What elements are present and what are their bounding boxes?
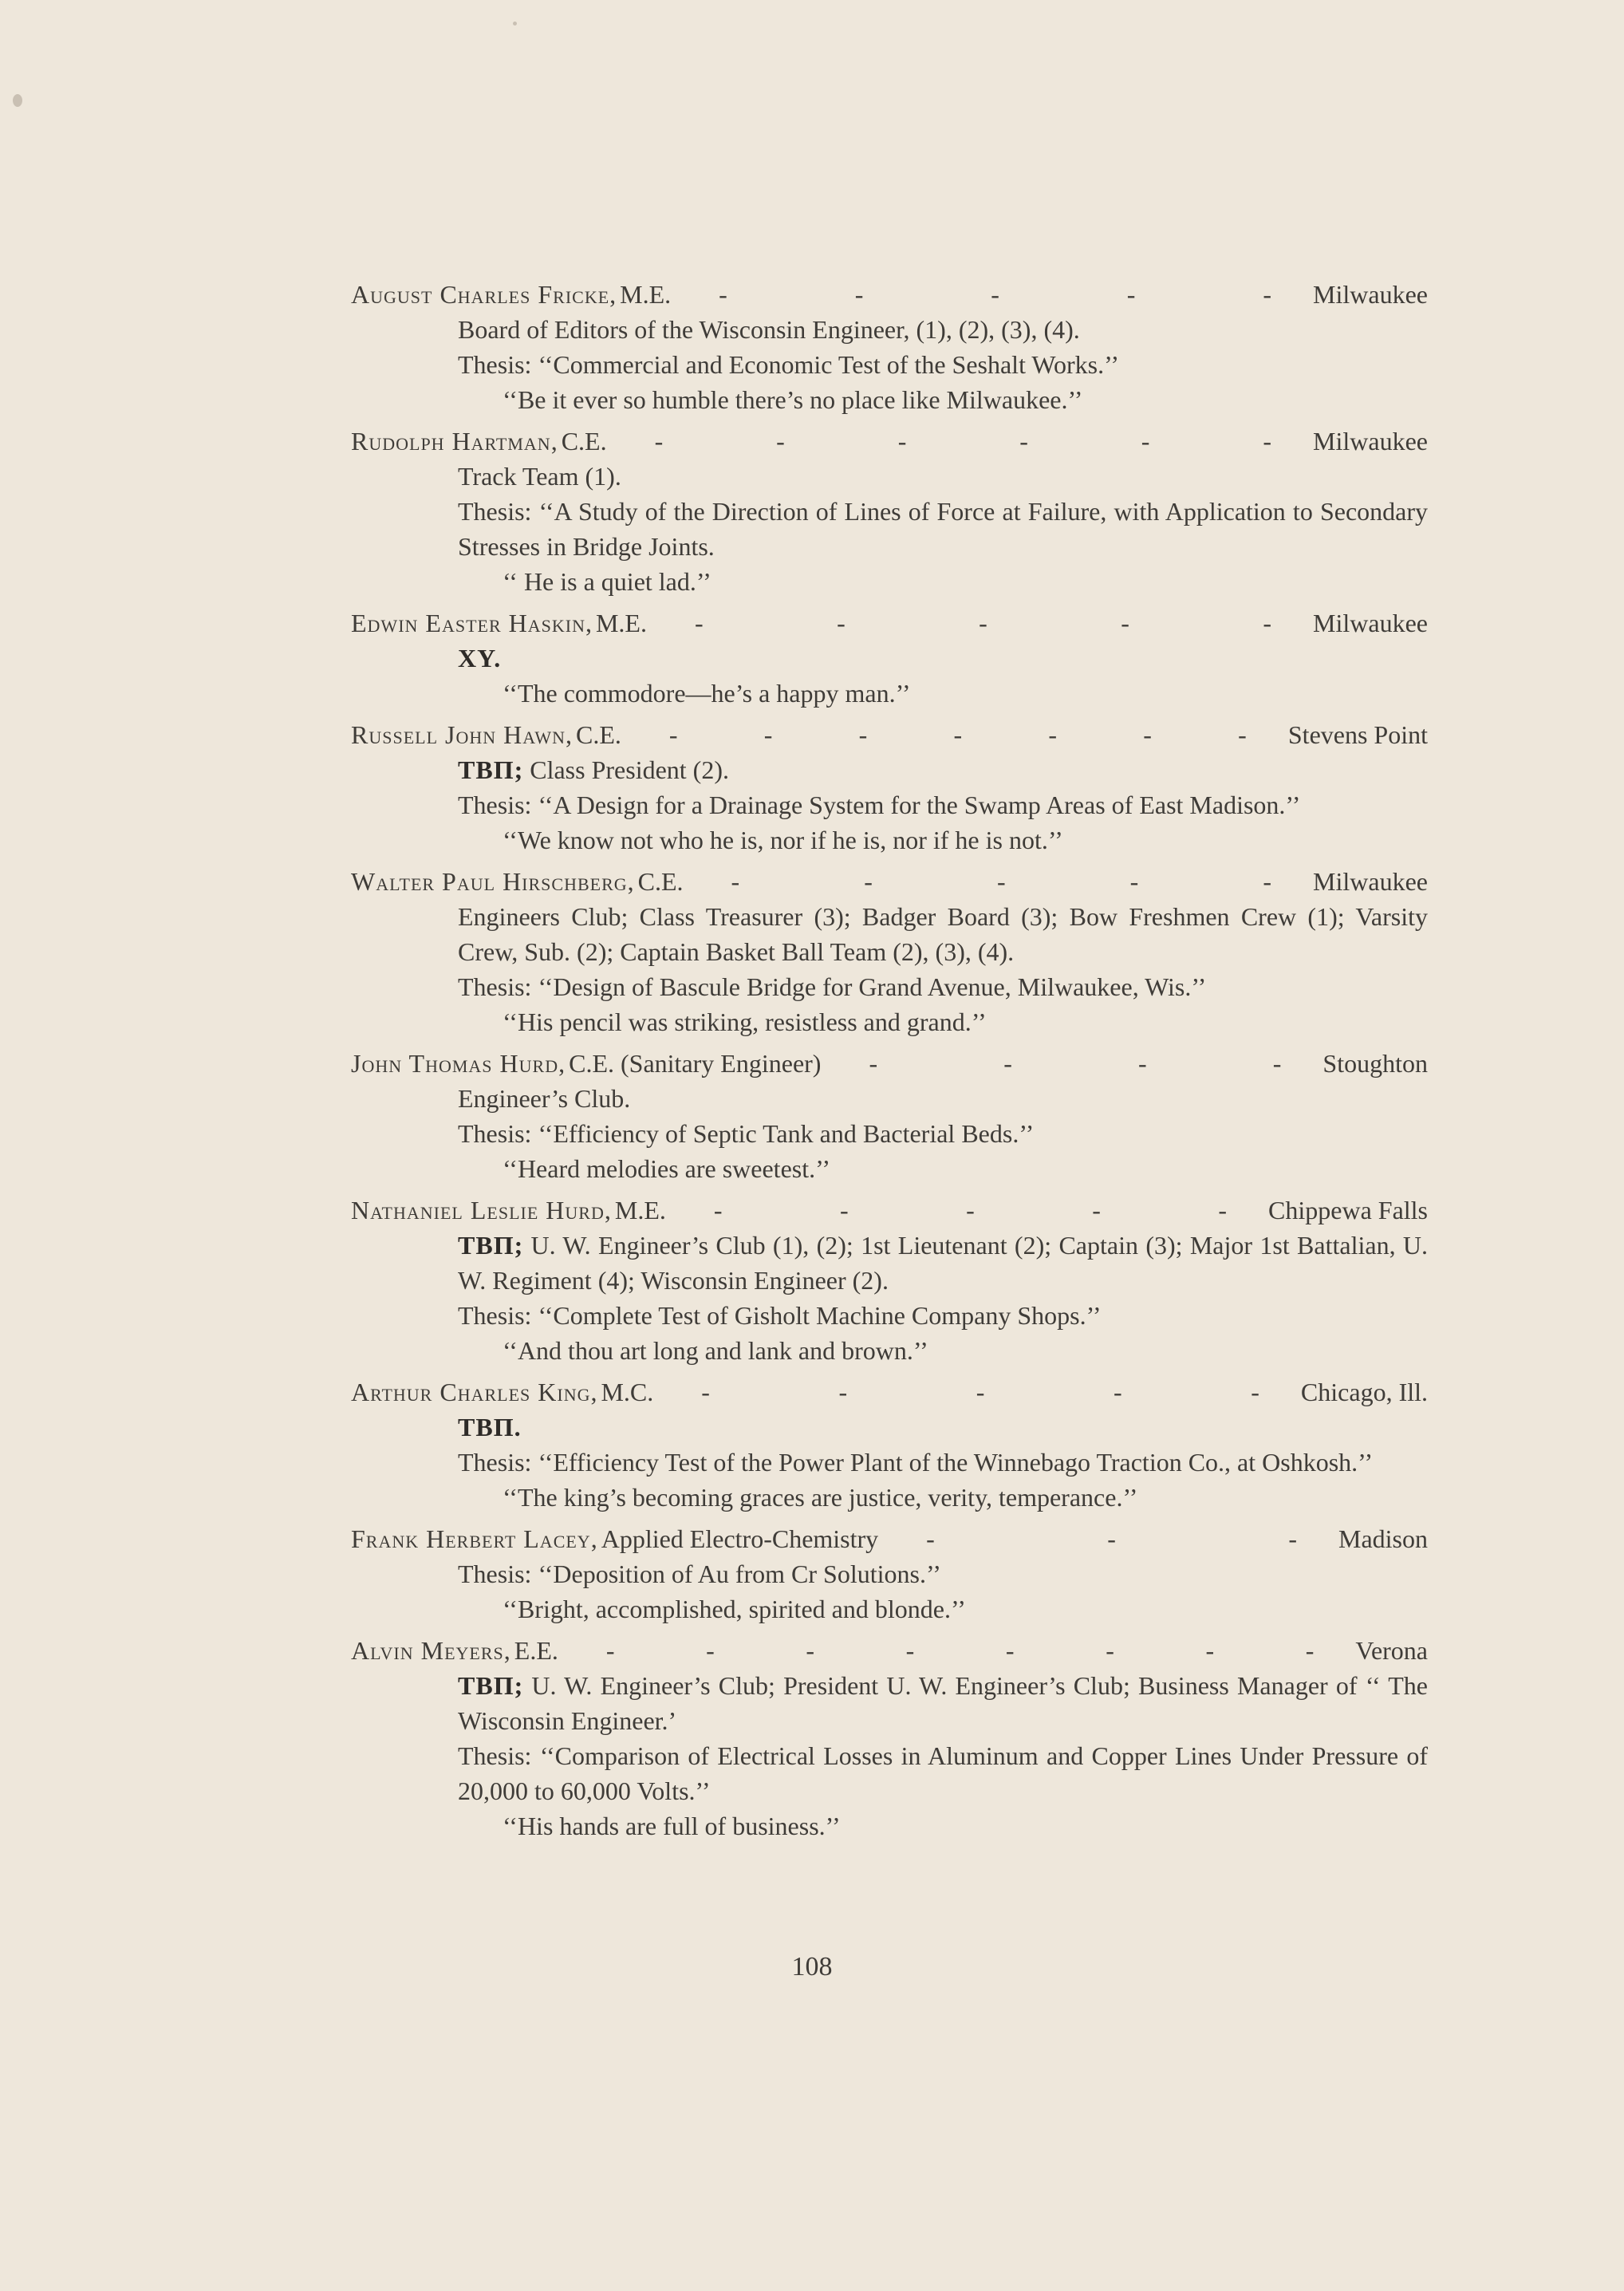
detail-text: Thesis: ‘‘Design of Bascule Bridge for Grand Avenue, Milwaukee, Wis.’’ xyxy=(458,972,1207,1001)
fraternity-mark: XY. xyxy=(458,644,502,672)
detail-line xyxy=(458,641,1428,676)
detail-text: Thesis: ‘‘A Design for a Drainage System for the Swamp Areas of East Madison.’’ xyxy=(458,791,1301,819)
student-name: August Charles Fricke, xyxy=(351,280,617,309)
dash-leader: - - - - - xyxy=(719,280,1271,309)
hometown: Milwaukee xyxy=(1313,280,1428,309)
dash-leader: - - - - - xyxy=(694,609,1271,637)
degree: C.E. xyxy=(637,867,684,896)
detail-text: Board of Editors of the Wisconsin Engineer, (1), (2), (3), (4). xyxy=(458,315,1080,344)
name-line xyxy=(351,277,1428,312)
detail-line xyxy=(458,312,1428,347)
detail-text: Thesis: ‘‘Efficiency Test of the Power Plant of the Winnebago Traction Co., at Oshkosh.’’ xyxy=(458,1448,1374,1477)
hometown: Stevens Point xyxy=(1287,720,1428,749)
name-line xyxy=(351,864,1428,899)
hometown: Stoughton xyxy=(1322,1049,1428,1078)
dash-leader: - - - - xyxy=(869,1049,1282,1078)
student-entry xyxy=(351,1521,1428,1627)
motto-quote: ‘‘Be it ever so humble there’s no place like Milwaukee.’’ xyxy=(503,385,1083,414)
name-line xyxy=(351,1521,1428,1556)
detail-line xyxy=(458,1556,1428,1591)
student-name: Frank Herbert Lacey, xyxy=(351,1524,598,1553)
detail-text: Thesis: ‘‘Comparison of Electrical Losses in Aluminum and Copper Lines Under Pressure of 20,000 to 60,000 Volts.’’ xyxy=(458,1741,1428,1805)
motto-quote: ‘‘We know not who he is, nor if he is, nor if he is not.’’ xyxy=(503,826,1063,854)
motto-quote: ‘‘His pencil was striking, resistless and grand.’’ xyxy=(503,1007,987,1036)
name-line xyxy=(351,605,1428,641)
degree: M.E. xyxy=(595,609,647,637)
detail-line xyxy=(458,459,1428,494)
detail-text: Thesis: ‘‘Commercial and Economic Test of the Seshalt Works.’’ xyxy=(458,350,1120,379)
name-line xyxy=(351,1193,1428,1228)
detail-text: Engineer’s Club. xyxy=(458,1084,631,1113)
detail-text: Class President (2). xyxy=(523,755,729,784)
motto-quote: ‘‘Bright, accomplished, spirited and blonde.’’ xyxy=(503,1595,966,1623)
name-line xyxy=(351,1633,1428,1668)
student-list xyxy=(351,277,1428,1850)
detail-text: Thesis: ‘‘A Study of the Direction of Lines of Force at Failure, with Application to Secondary Stresses in Bridge Joints. xyxy=(458,497,1428,561)
student-name: Walter Paul Hirschberg, xyxy=(351,867,635,896)
student-entry xyxy=(351,1374,1428,1515)
detail-line xyxy=(458,494,1428,564)
name-line xyxy=(351,424,1428,459)
degree: M.E. xyxy=(620,280,672,309)
hometown: Chicago, Ill. xyxy=(1300,1378,1428,1406)
motto-quote: ‘‘ He is a quiet lad.’’ xyxy=(503,567,711,596)
detail-text: U. W. Engineer’s Club (1), (2); 1st Lieutenant (2); Captain (3); Major 1st Battalian, U. W. Regiment (4); Wisconsin Engineer (2). xyxy=(458,1231,1428,1295)
detail-line xyxy=(458,1738,1428,1808)
student-name: Alvin Meyers, xyxy=(351,1636,511,1665)
hometown: Verona xyxy=(1355,1636,1428,1665)
motto-quote: ‘‘The king’s becoming graces are justice, verity, temperance.’’ xyxy=(503,1483,1138,1512)
detail-text: Track Team (1). xyxy=(458,462,621,491)
detail-line xyxy=(458,899,1428,969)
detail-line xyxy=(458,1668,1428,1738)
degree: M.C. xyxy=(601,1378,654,1406)
student-name: John Thomas Hurd, xyxy=(351,1049,566,1078)
student-name: Russell John Hawn, xyxy=(351,720,574,749)
student-entry xyxy=(351,717,1428,858)
name-line xyxy=(351,1046,1428,1081)
name-line xyxy=(351,717,1428,752)
detail-line xyxy=(458,752,1428,787)
detail-text: Engineers Club; Class Treasurer (3); Badger Board (3); Bow Freshmen Crew (1); Varsity Crew, Sub. (2); Captain Basket Ball Team (2), (3), (4). xyxy=(458,902,1428,966)
detail-line xyxy=(458,787,1428,822)
student-entry xyxy=(351,1633,1428,1843)
degree: M.E. xyxy=(614,1196,666,1224)
motto-quote: ‘‘His hands are full of business.’’ xyxy=(503,1812,841,1840)
paper-speck xyxy=(513,22,517,26)
dash-leader: - - - - - xyxy=(701,1378,1259,1406)
degree: E.E. xyxy=(514,1636,558,1665)
hometown: Madison xyxy=(1338,1524,1428,1553)
detail-text: Thesis: ‘‘Efficiency of Septic Tank and Bacterial Beds.’’ xyxy=(458,1119,1035,1148)
degree: C.E. xyxy=(561,427,607,455)
degree: C.E. (Sanitary Engineer) xyxy=(569,1049,822,1078)
detail-line xyxy=(458,1410,1428,1445)
name-line xyxy=(351,1374,1428,1410)
page-number: 108 xyxy=(791,1952,833,1981)
detail-line xyxy=(458,1445,1428,1480)
student-entry xyxy=(351,1046,1428,1186)
paper-speck xyxy=(13,94,22,107)
student-name: Rudolph Hartman, xyxy=(351,427,558,455)
student-entry xyxy=(351,424,1428,599)
fraternity-mark: TBΠ; xyxy=(458,1671,524,1700)
detail-line xyxy=(458,969,1428,1004)
detail-text: Thesis: ‘‘Deposition of Au from Cr Solutions.’’ xyxy=(458,1560,941,1588)
fraternity-mark: TBΠ; xyxy=(458,1231,524,1260)
student-entry xyxy=(351,864,1428,1039)
dash-leader: - - - - - - - xyxy=(668,720,1247,749)
motto-quote: ‘‘The commodore—he’s a happy man.’’ xyxy=(503,679,911,708)
student-entry xyxy=(351,605,1428,711)
motto-quote: ‘‘And thou art long and lank and brown.’’ xyxy=(503,1336,928,1365)
student-entry xyxy=(351,1193,1428,1368)
degree: C.E. xyxy=(576,720,621,749)
hometown: Milwaukee xyxy=(1313,609,1428,637)
detail-line xyxy=(458,1298,1428,1333)
dash-leader: - - - - - - xyxy=(654,427,1271,455)
degree: Applied Electro-Chemistry xyxy=(601,1524,879,1553)
hometown: Milwaukee xyxy=(1313,427,1428,455)
fraternity-mark: TBΠ; xyxy=(458,755,524,784)
dash-leader: - - - xyxy=(926,1524,1297,1553)
detail-text: U. W. Engineer’s Club; President U. W. Engineer’s Club; Business Manager of ‘‘ The Wisconsin Engineer.’ xyxy=(458,1671,1428,1735)
motto-quote: ‘‘Heard melodies are sweetest.’’ xyxy=(503,1154,831,1183)
fraternity-mark: TBΠ. xyxy=(458,1413,522,1441)
student-name: Arthur Charles King, xyxy=(351,1378,598,1406)
detail-line xyxy=(458,1116,1428,1151)
detail-text: Thesis: ‘‘Complete Test of Gisholt Machine Company Shops.’’ xyxy=(458,1301,1102,1330)
student-name: Nathaniel Leslie Hurd, xyxy=(351,1196,612,1224)
student-name: Edwin Easter Haskin, xyxy=(351,609,593,637)
dash-leader: - - - - - xyxy=(713,1196,1228,1224)
student-entry xyxy=(351,277,1428,417)
detail-line xyxy=(458,1081,1428,1116)
dash-leader: - - - - - xyxy=(731,867,1272,896)
dash-leader: - - - - - - - - xyxy=(605,1636,1315,1665)
hometown: Milwaukee xyxy=(1313,867,1428,896)
hometown: Chippewa Falls xyxy=(1268,1196,1428,1224)
detail-line xyxy=(458,1228,1428,1298)
detail-line xyxy=(458,347,1428,382)
